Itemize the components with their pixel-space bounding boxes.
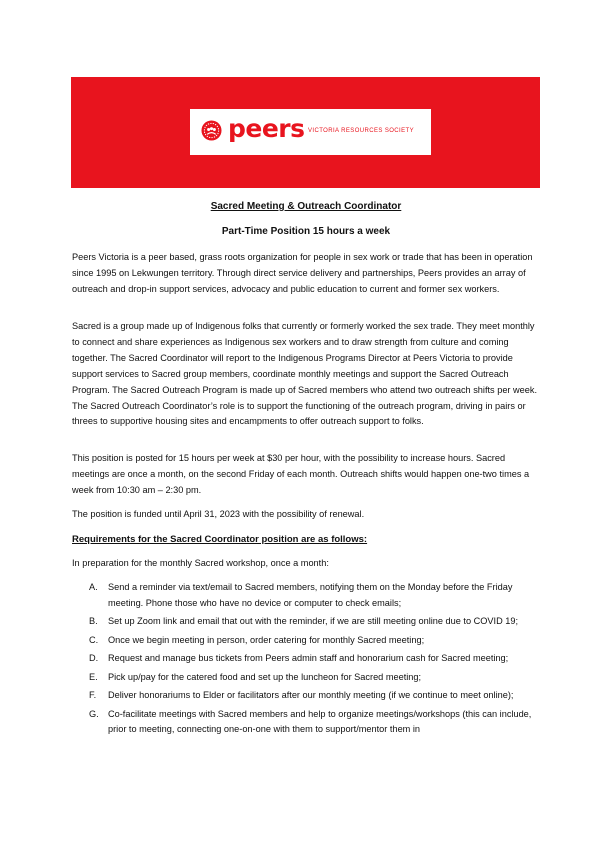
list-marker: G. [89,708,99,719]
peers-logo [190,109,431,155]
list-item-text: Co-facilitate meetings with Sacred members and help to organize meetings/workshops (this can include, prior to meeting, connecting one-on-one with them to support/mentor them in [108,708,532,734]
list-item [72,707,547,738]
list-item [72,670,547,686]
list-item-text: Deliver honorariums to Elder or facilitators after our monthly meeting (if we continue to meet online); [108,690,514,700]
requirements-list [72,580,547,741]
paragraph-hours: This position is posted for 15 hours per week at $30 per hour, with the possibility to increase hours. Sacred meetings are once a month, on the second Friday of each month. Outreach shifts would happen one-two times a week from 10:30 am – 2:30 pm. [72,453,530,495]
list-item-text: Pick up/pay for the catered food and set up the luncheon for Sacred meeting; [108,671,422,682]
paragraph-funding: The position is funded until April 31, 2023 with the possibility of renewal. [72,509,365,519]
list-item-text: Send a reminder via text/email to Sacred members, notifying them on the Monday before the Friday meeting. Phone those who have no device or computer to check emails; [108,582,513,608]
peers-seal-icon [201,120,222,141]
list-item [72,651,547,667]
document-subtitle: Part-Time Position 15 hours a week [221,226,391,237]
list-marker: E. [89,671,98,682]
header-banner [71,77,540,188]
list-marker: D. [89,653,99,663]
requirements-intro: In preparation for the monthly Sacred workshop, once a month: [72,558,329,568]
list-item [72,688,547,704]
list-item-text: Set up Zoom link and email that out with the reminder, if we are still meeting online due to COVID 19; [108,616,519,626]
list-item [72,580,547,611]
list-item [72,633,547,649]
list-marker: C. [89,634,99,645]
list-marker: F. [89,690,97,700]
requirements-heading: Requirements for the Sacred Coordinator position are as follows: [72,534,368,545]
list-item-text: Request and manage bus tickets from Peers admin staff and honorarium cash for Sacred meeting; [108,653,509,663]
paragraph-intro: Peers Victoria is a peer based, grass roots organization for people in sex work or trade that has been in operation since 1995 on Lekwungen territory. Through direct service delivery and partnerships, Peers provides an array of outreach and drop-in support services, advocacy and public education to current and former sex workers. [72,252,533,294]
list-marker: A. [89,582,98,592]
list-item [72,614,547,630]
brand-name: peers [228,114,305,143]
list-item-text: Once we begin meeting in person, order catering for monthly Sacred meeting; [108,634,425,645]
brand-tagline: VICTORIA RESOURCES SOCIETY [308,128,414,134]
document-title: Sacred Meeting & Outreach Coordinator [210,201,402,212]
list-marker: B. [89,616,98,626]
paragraph-sacred: Sacred is a group made up of Indigenous folks that currently or formerly worked the sex trade. They meet monthly to connect and share experiences as Indigenous sex workers and to draw strength from culture and coming together. The Sacred Coordinator will report to the Indigenous Programs Director at Peers Victoria to provide support services to Sacred group members, coordinate monthly meetings and support the Sacred Outreach Program. The Sacred Outreach Program is made up of Sacred members who attend two outreach shifts per week. The Sacred Outreach Coordinator’s role is to support the functioning of the outreach program, driving in pairs or threes to supportive housing sites and encampments to offer outreach support to folks. [72,321,538,427]
